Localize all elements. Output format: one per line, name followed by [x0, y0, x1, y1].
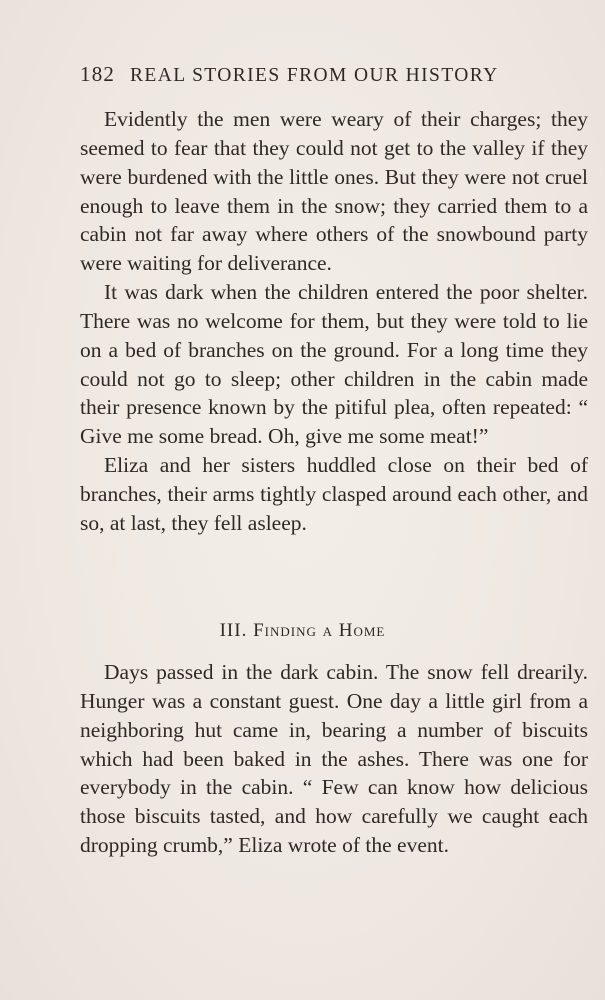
- page-header: [80, 62, 550, 87]
- running-title: REAL STORIES FROM OUR HISTORY: [130, 65, 499, 86]
- paragraph: Eliza and her sisters huddled close on their bed of branches, their arms tightly clasped around each other, and so, at last, they fell asleep.: [80, 453, 588, 535]
- section-numeral: III.: [219, 620, 248, 641]
- page-number: 182: [80, 62, 116, 86]
- body-text: [80, 105, 588, 538]
- section-title: Finding a Home: [253, 620, 386, 641]
- section-heading: [0, 620, 605, 642]
- paragraph: Evidently the men were weary of their charges; they seemed to fear that they could not get to the valley if they were burdened with the little ones. But they were not cruel enough to leave them in the snow; they carried them to a cabin not far away where others of the snowbound party were waiting for deliverance.: [80, 107, 588, 276]
- paragraph: It was dark when the children entered the poor shelter. There was no welcome for them, but they were told to lie on a bed of branches on the ground. For a long time they could not go to sleep; other children in the cabin made their presence known by the pitiful plea, often repeated: “ Give me some bread. Oh, give me some meat!”: [80, 280, 588, 449]
- paragraph: Days passed in the dark cabin. The snow fell drearily. Hunger was a constant guest. One day a little girl from a neighboring hut came in, bearing a number of biscuits which had been baked in the ashes. There was one for everybody in the cabin. “ Few can know how delicious those biscuits tasted, and how carefully we caught each dropping crumb,” Eliza wrote of the event.: [80, 660, 588, 858]
- body-text-section: [80, 658, 588, 860]
